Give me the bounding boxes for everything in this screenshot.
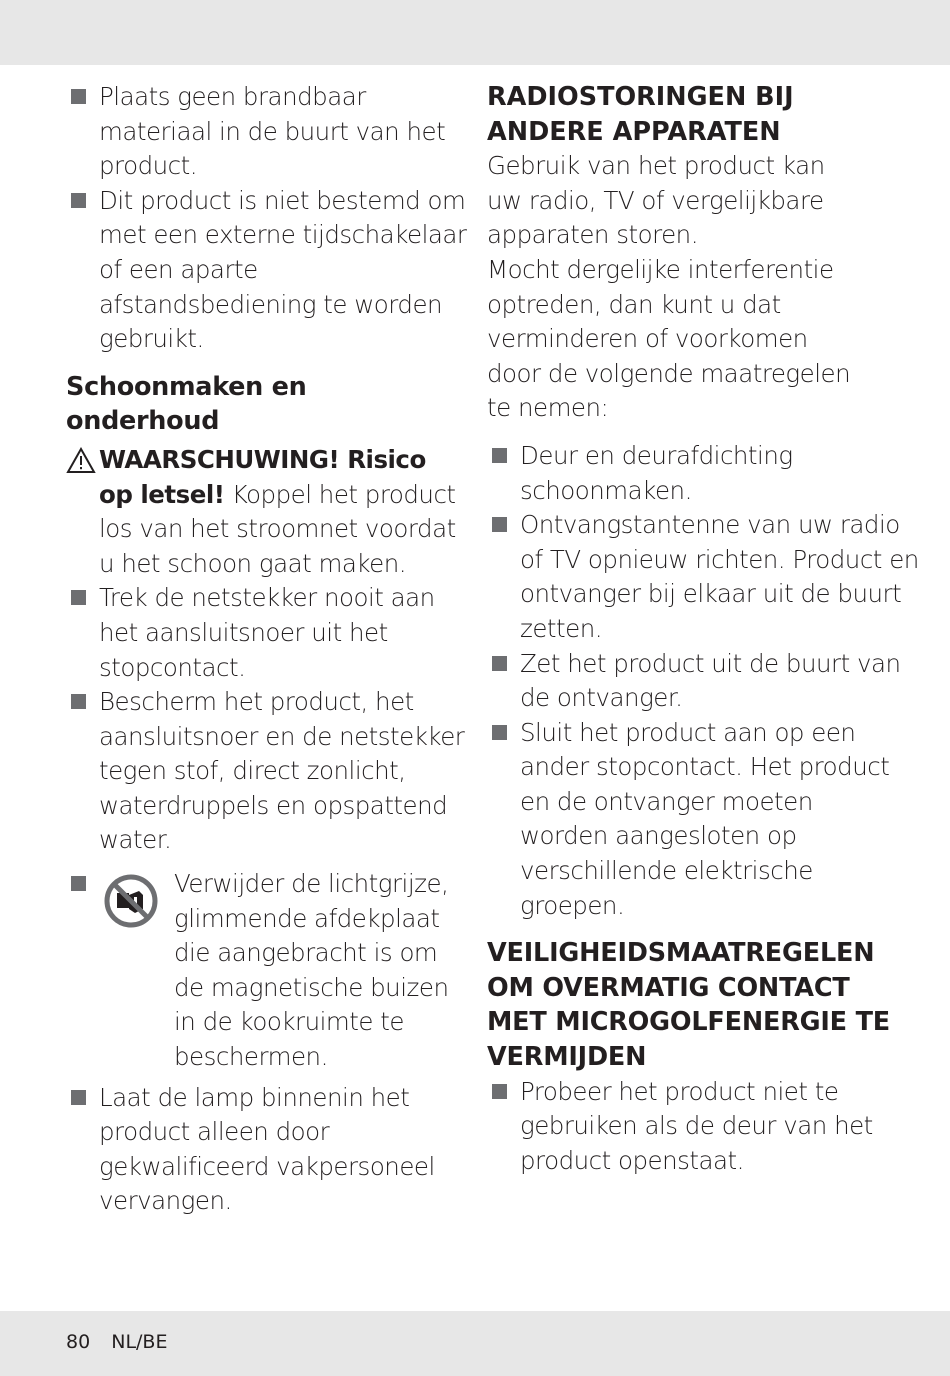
list-item-text: Zet het product uit de buurt van de ontvanger.	[520, 648, 901, 713]
list-item-text: Bescherm het product, het aansluitsnoer en de netstekker tegen stof, direct zonlicht, waterdruppels en opspattend water.	[99, 687, 465, 855]
list-item	[66, 685, 469, 858]
list-item	[66, 80, 469, 184]
list-item-text: Verwijder de lichtgrijze, glimmende afdekplaat die aangebracht is om de magnetische buizen in de kookruimte te beschermen.	[174, 869, 449, 1072]
bullet-square-icon	[71, 694, 86, 709]
bullet-square-icon	[492, 656, 507, 671]
warning-label: WAARSCHUWING! Risico op letsel!	[99, 444, 426, 509]
bullet-square-icon	[71, 89, 86, 104]
list-item	[66, 184, 469, 357]
list-item-with-symbol	[66, 867, 464, 1075]
section-heading-cleaning: Schoonmaken en onderhoud	[66, 371, 307, 437]
left-column	[66, 80, 466, 1219]
list-item-text: Plaats geen brandbaar materiaal in de buurt van het product.	[99, 82, 446, 181]
bullet-square-icon	[71, 193, 86, 208]
section-heading-radio-interference: RADIOSTORINGEN BIJ ANDERE APPARATEN	[487, 82, 794, 147]
list-item	[66, 581, 469, 685]
list-item-text: Dit product is niet bestemd om met een externe tijdschakelaar of een aparte afstandsbediening te worden gebruikt.	[99, 185, 467, 354]
paragraph: Gebruik van het product kan uw radio, TV of vergelijkbare apparaten storen.	[487, 151, 825, 250]
do-not-remove-cover-icon	[103, 873, 159, 929]
list-item	[487, 439, 900, 508]
warning-block	[66, 443, 466, 581]
language-code: NL/BE	[111, 1331, 168, 1353]
bullet-square-icon	[492, 517, 507, 532]
bullet-square-icon	[492, 448, 507, 463]
list-item-text: Probeer het product niet te gebruiken als de deur van het product openstaat.	[520, 1076, 873, 1175]
bullet-square-icon	[492, 725, 507, 740]
bullet-square-icon	[71, 876, 86, 891]
right-column	[487, 80, 919, 1178]
page-footer	[66, 1331, 167, 1353]
paragraph: Mocht dergelijke interferentie optreden, dan kunt u dat verminderen of voorkomen door de volgende maatregelen te nemen:	[487, 254, 851, 423]
list-item	[66, 1081, 449, 1219]
list-item	[487, 647, 920, 716]
warning-text: Koppel het product los van het stroomnet voordat u het schoon gaat maken.	[99, 479, 456, 578]
section-heading-microwave-safety: VEILIGHEIDSMAATREGELEN OM OVERMATIG CONTACT MET MICROGOLFENERGIE TE VERMIJDEN	[487, 938, 890, 1073]
list-item-text: Trek de netstekker nooit aan het aansluitsnoer uit het stopcontact.	[99, 583, 435, 682]
list-item-text: Ontvangstantenne van uw radio of TV opnieuw richten. Product en ontvanger bij elkaar uit de buurt zetten.	[520, 510, 919, 643]
page-number: 80	[66, 1331, 91, 1353]
bullet-square-icon	[71, 590, 86, 605]
list-item-text: Sluit het product aan op een ander stopcontact. Het product en de ontvanger moeten worden aangesloten op verschillende elektrische groepen.	[520, 717, 890, 920]
bullet-square-icon	[71, 1090, 86, 1105]
bullet-square-icon	[492, 1084, 507, 1099]
list-item-text: Laat de lamp binnenin het product alleen door gekwalificeerd vakpersoneel vervangen.	[99, 1082, 435, 1216]
list-item	[487, 1075, 900, 1179]
list-item	[487, 508, 920, 646]
list-item	[487, 716, 890, 924]
list-item-text: Deur en deurafdichting schoonmaken.	[520, 440, 793, 505]
warning-triangle-icon	[66, 447, 96, 474]
header-band	[0, 0, 950, 65]
